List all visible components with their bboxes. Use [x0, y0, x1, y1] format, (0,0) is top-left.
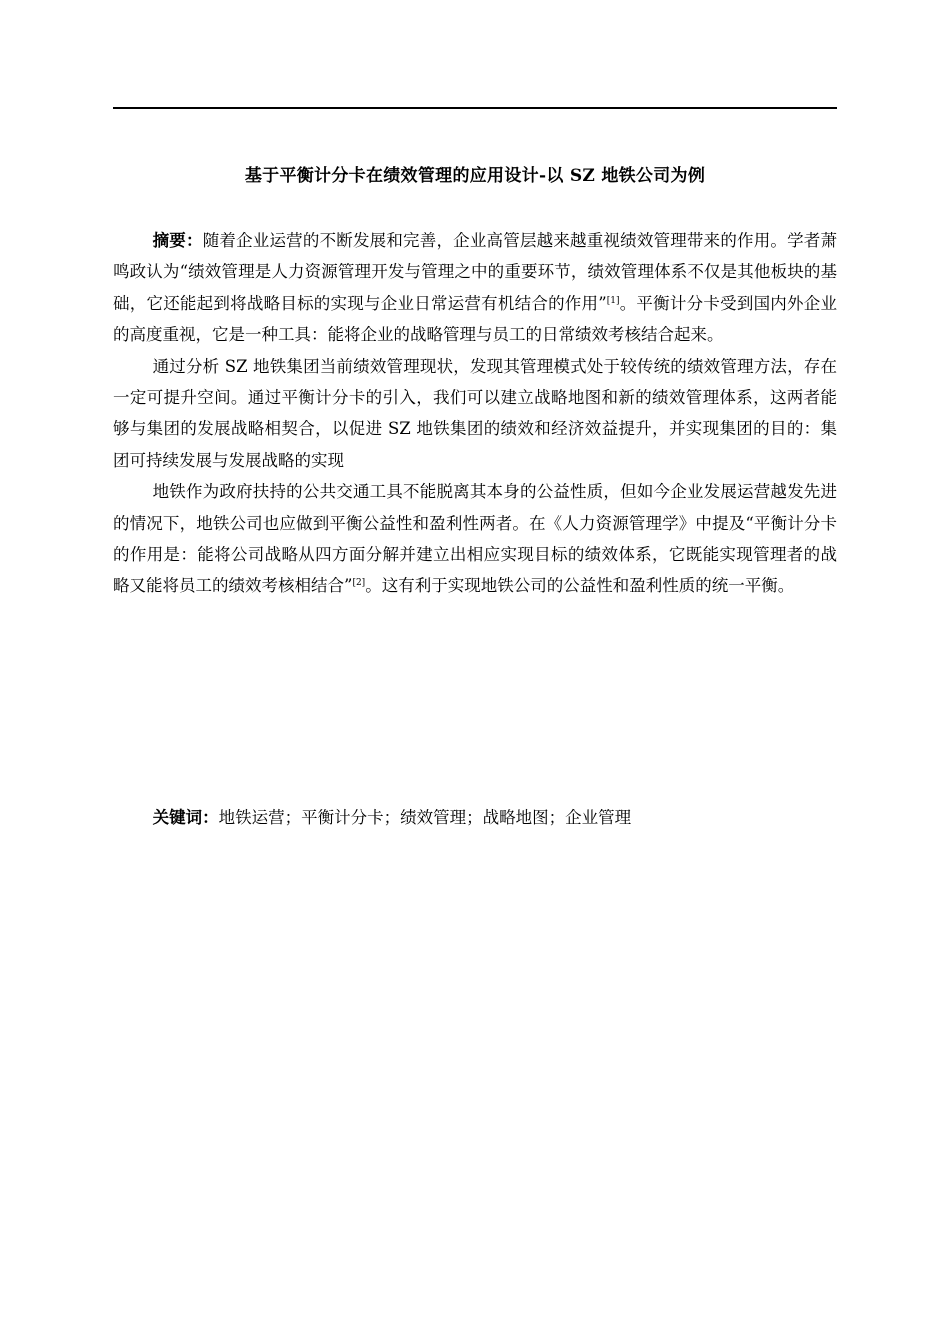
abstract-section: [113, 225, 837, 602]
abstract-paragraph-2: 通过分析 SZ 地铁集团当前绩效管理现状，发现其管理模式处于较传统的绩效管理方法，存在一定可提升空间。通过平衡计分卡的引入，我们可以建立战略地图和新的绩效管理体系，这两者能够与集团的发展战略相契合，以促进 SZ 地铁集团的绩效和经济效益提升，并实现集团的目的：集团可持续发展与发展战略的实现: [113, 356, 837, 470]
abstract-paragraph-3-text: 地铁作为政府扶持的公共交通工具不能脱离其本身的公益性质，但如今企业发展运营越发先进的情况下，地铁公司也应做到平衡公益性和盈利性两者。在《人力资源管理学》中提及“平衡计分卡的作用是：能将公司战略从四方面分解并建立出相应实现目标的绩效体系，它既能实现管理者的战略又能将员工的绩效考核相结合”: [113, 482, 837, 596]
abstract-label: 摘要：: [152, 231, 203, 250]
paper-title: 基于平衡计分卡在绩效管理的应用设计-以 SZ 地铁公司为例: [244, 166, 706, 186]
abstract-paragraph-1-tail: 。平衡计分卡受到国内外企业的高度重视，它是一种工具：能将企业的战略管理与员工的日常绩效考核结合起来。: [113, 293, 838, 345]
keywords-label: 关键词：: [152, 808, 219, 827]
abstract-paragraph-1: [113, 225, 837, 351]
keywords-line: [113, 802, 837, 833]
abstract-paragraph-1-text: 随着企业运营的不断发展和完善，企业高管层越来越重视绩效管理带来的作用。学者萧鸣政认为“绩效管理是人力资源管理开发与管理之中的重要环节，绩效管理体系不仅是其他板块的基础，它还能起到将战略目标的实现与企业日常运营有机结合的作用”: [113, 231, 838, 313]
header-rule: [113, 107, 837, 109]
citation-ref-2: [2]: [352, 578, 366, 589]
abstract-paragraph-3: [113, 476, 837, 602]
citation-ref-1: [1]: [606, 295, 620, 306]
keywords-text: 地铁运营；平衡计分卡；绩效管理；战略地图；企业管理: [218, 808, 632, 827]
abstract-paragraph-3-tail: 。这有利于实现地铁公司的公益性和盈利性质的统一平衡。: [365, 576, 795, 596]
